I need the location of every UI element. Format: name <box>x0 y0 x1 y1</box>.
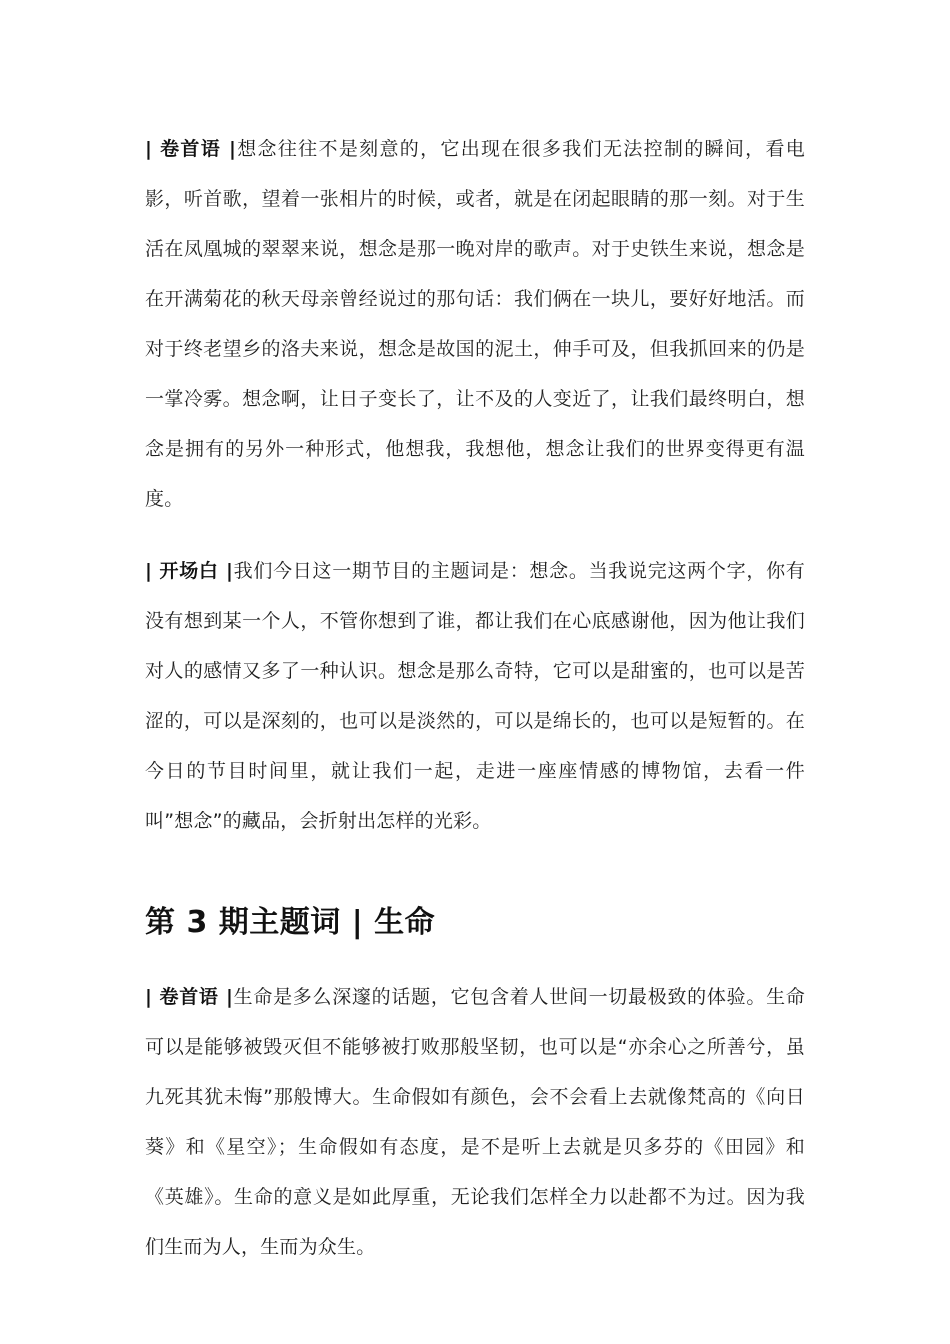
preface-paragraph <box>145 124 805 524</box>
episode-3-preface-paragraph <box>145 972 805 1272</box>
preface-tag: | 卷首语 | <box>145 138 237 160</box>
episode-3-preface-tag: | 卷首语 | <box>145 986 234 1008</box>
opening-paragraph <box>145 546 805 846</box>
episode-3-preface-text: 生命是多么深邃的话题，它包含着人世间一切最极致的体验。生命可以是能够被毁灭但不能够被打败那般坚韧，也可以是“亦余心之所善兮，虽九死其犹未悔”那般博大。生命假如有颜色，会不会看上去就像梵高的《向日葵》和《星空》；生命假如有态度，是不是听上去就是贝多芬的《田园》和《英雄》。生命的意义是如此厚重，无论我们怎样全力以赴都不为过。因为我们生而为人，生而为众生。 <box>145 986 805 1258</box>
document-body <box>145 124 805 1272</box>
preface-text: 想念往往不是刻意的，它出现在很多我们无法控制的瞬间，看电影，听首歌，望着一张相片的时候，或者，就是在闭起眼睛的那一刻。对于生活在凤凰城的翠翠来说，想念是那一晚对岸的歌声。对于史铁生来说，想念是在开满菊花的秋天母亲曾经说过的那句话：我们俩在一块儿，要好好地活。而对于终老望乡的洛夫来说，想念是故国的泥土，伸手可及，但我抓回来的仍是一掌冷雾。想念啊，让日子变长了，让不及的人变近了，让我们最终明白，想念是拥有的另外一种形式，他想我，我想他，想念让我们的世界变得更有温度。 <box>145 138 805 510</box>
section-heading-episode-3: 第 3 期主题词 | 生命 <box>145 905 436 940</box>
opening-text: 我们今日这一期节目的主题词是：想念。当我说完这两个字，你有没有想到某一个人，不管你想到了谁，都让我们在心底感谢他，因为他让我们对人的感情又多了一种认识。想念是那么奇特，它可以是甜蜜的，也可以是苦涩的，可以是深刻的，也可以是淡然的，可以是绵长的，也可以是短暂的。在今日的节目时间里，就让我们一起，走进一座座情感的博物馆，去看一件叫”想念”的藏品，会折射出怎样的光彩。 <box>145 560 805 832</box>
opening-tag: | 开场白 | <box>145 560 234 582</box>
